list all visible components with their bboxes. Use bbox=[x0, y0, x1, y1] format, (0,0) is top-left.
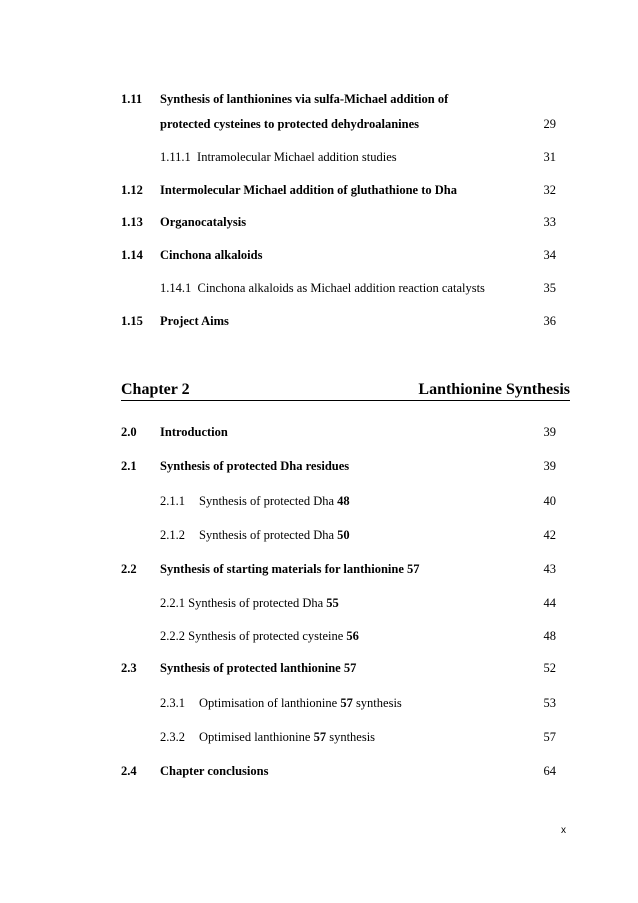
toc-subnumber: 2.3.2 bbox=[160, 730, 185, 744]
toc-page-number: 64 bbox=[543, 764, 556, 778]
toc-subnumber: 2.1.1 bbox=[160, 494, 185, 508]
toc-page-number: 42 bbox=[543, 528, 556, 542]
toc-subnumber: 2.2.1 bbox=[160, 596, 185, 610]
toc-page-number: 29 bbox=[543, 117, 556, 131]
toc-subentry-title: Cinchona alkaloids as Michael addition reaction catalysts bbox=[197, 281, 485, 295]
chapter-label: Chapter 2 bbox=[121, 381, 190, 398]
toc-page-number: 35 bbox=[543, 281, 556, 295]
compound-number: 56 bbox=[346, 629, 359, 643]
toc-subentry-title: Optimisation of lanthionine bbox=[199, 696, 338, 710]
toc-entry-title: Intermolecular Michael addition of gluthathione to Dha bbox=[160, 183, 457, 197]
toc-subentry bbox=[160, 150, 397, 165]
toc-subentry-title: Intramolecular Michael addition studies bbox=[197, 150, 397, 164]
toc-entry-title: Chapter conclusions bbox=[160, 764, 269, 778]
toc-subnumber: 1.14.1 bbox=[160, 281, 192, 295]
toc-number: 2.4 bbox=[121, 764, 137, 778]
toc-subentry bbox=[160, 494, 350, 509]
toc-number: 2.3 bbox=[121, 661, 137, 675]
toc-subentry-title-tail: synthesis bbox=[329, 730, 376, 744]
toc-subentry bbox=[160, 281, 485, 296]
toc-number: 1.12 bbox=[121, 183, 143, 197]
toc-subentry-title: Optimised lanthionine bbox=[199, 730, 311, 744]
toc-number: 2.1 bbox=[121, 459, 137, 473]
toc-page-number: 39 bbox=[543, 459, 556, 473]
toc-entry-title-continued: protected cysteines to protected dehydroalanines bbox=[160, 117, 420, 131]
compound-number: 57 bbox=[313, 730, 327, 744]
toc-page-number: 48 bbox=[543, 629, 556, 643]
toc-entry-title: Cinchona alkaloids bbox=[160, 248, 263, 262]
toc-subnumber: 2.1.2 bbox=[160, 528, 185, 542]
toc-page-number: 39 bbox=[543, 425, 556, 439]
chapter-rule bbox=[121, 400, 570, 401]
toc-number: 1.14 bbox=[121, 248, 143, 262]
toc-entry-title: Organocatalysis bbox=[160, 215, 247, 229]
compound-number: 57 bbox=[343, 661, 357, 675]
toc-page-number: 36 bbox=[543, 314, 556, 328]
toc-number: 1.11 bbox=[121, 92, 143, 106]
toc-entry-title: Project Aims bbox=[160, 314, 229, 328]
toc-subentry bbox=[160, 696, 402, 711]
page-folio: x bbox=[561, 825, 566, 836]
toc-subentry-title: Synthesis of protected Dha bbox=[199, 528, 335, 542]
toc-number: 1.13 bbox=[121, 215, 143, 229]
toc-page-number: 44 bbox=[543, 596, 556, 610]
toc-page-number: 52 bbox=[543, 661, 556, 675]
toc-subentry bbox=[160, 730, 375, 745]
toc-page-number: 57 bbox=[543, 730, 556, 744]
toc-number: 2.0 bbox=[121, 425, 137, 439]
toc-subentry-title: Synthesis of protected Dha bbox=[188, 596, 324, 610]
chapter-title: Lanthionine Synthesis bbox=[418, 381, 570, 398]
toc-entry-text: Synthesis of starting materials for lanthionine bbox=[160, 562, 404, 576]
toc-page-number: 31 bbox=[543, 150, 556, 164]
toc-page-number: 40 bbox=[543, 494, 556, 508]
toc-entry-title: Introduction bbox=[160, 425, 228, 439]
toc-subnumber: 2.3.1 bbox=[160, 696, 185, 710]
toc-number: 1.15 bbox=[121, 314, 143, 328]
toc-entry-title bbox=[160, 661, 356, 676]
toc-entry-text: Synthesis of protected lanthionine bbox=[160, 661, 341, 675]
compound-number: 57 bbox=[407, 562, 420, 576]
toc-subnumber: 1.11.1 bbox=[160, 150, 191, 164]
toc-subentry-title: Synthesis of protected Dha bbox=[199, 494, 335, 508]
toc-page-number: 53 bbox=[543, 696, 556, 710]
toc-subentry bbox=[160, 629, 359, 644]
toc-page-number: 33 bbox=[543, 215, 556, 229]
toc-subentry-title: Synthesis of protected cysteine bbox=[188, 629, 344, 643]
toc-entry-title bbox=[160, 562, 420, 577]
toc-subentry bbox=[160, 596, 339, 611]
compound-number: 55 bbox=[326, 596, 339, 610]
toc-number: 2.2 bbox=[121, 562, 137, 576]
toc-page-number: 43 bbox=[543, 562, 556, 576]
toc-entry-title: Synthesis of protected Dha residues bbox=[160, 459, 350, 473]
compound-number: 48 bbox=[337, 494, 350, 508]
toc-subentry-title-tail: synthesis bbox=[355, 696, 402, 710]
toc-page-number: 32 bbox=[543, 183, 556, 197]
toc-subentry bbox=[160, 528, 350, 543]
toc-page-number: 34 bbox=[543, 248, 556, 262]
compound-number: 50 bbox=[337, 528, 350, 542]
compound-number: 57 bbox=[340, 696, 353, 710]
toc-subnumber: 2.2.2 bbox=[160, 629, 185, 643]
toc-entry-title: Synthesis of lanthionines via sulfa-Michael addition of bbox=[160, 92, 449, 106]
